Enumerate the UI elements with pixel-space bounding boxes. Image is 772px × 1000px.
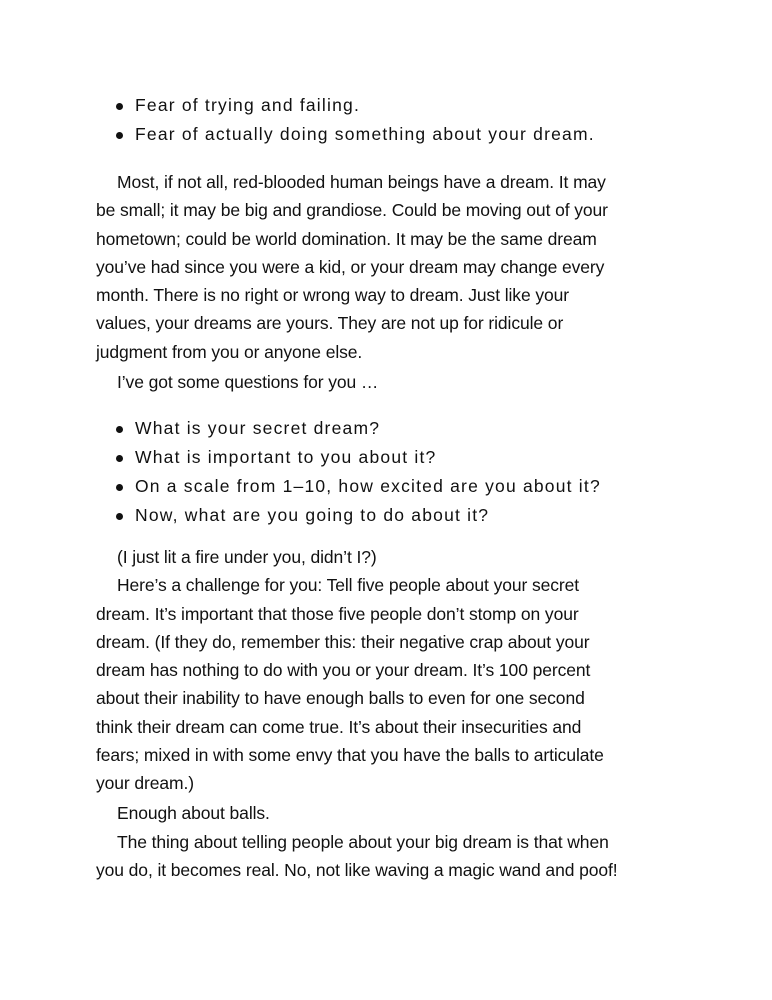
bullet-icon bbox=[116, 455, 123, 462]
list-item-text: What is important to you about it? bbox=[135, 447, 437, 467]
text-line: month. There is no right or wrong way to dream. Just like your bbox=[96, 285, 569, 306]
text-line: think their dream can come true. It’s about their insecurities and bbox=[96, 716, 582, 737]
list-item-text: Fear of actually doing something about your dream. bbox=[135, 124, 595, 144]
text-line: judgment from you or anyone else. bbox=[96, 341, 363, 362]
bullet-icon bbox=[116, 484, 123, 491]
telling-paragraph bbox=[96, 828, 676, 885]
text-line: your dream.) bbox=[96, 773, 194, 794]
text-line: dream. (If they do, remember this: their negative crap about your bbox=[96, 631, 590, 652]
text-line: Most, if not all, red-blooded human beings have a dream. It may bbox=[117, 172, 606, 192]
dreams-paragraph bbox=[96, 168, 676, 366]
text-line: dream has nothing to do with you or your dream. It’s 100 percent bbox=[96, 660, 591, 681]
challenge-paragraph bbox=[96, 543, 676, 798]
text-line: The thing about telling people about your big dream is that when bbox=[117, 832, 609, 852]
list-item-text: What is your secret dream? bbox=[135, 418, 381, 438]
questions-bullet-list bbox=[114, 414, 734, 530]
list-item-text: Fear of trying and failing. bbox=[135, 95, 361, 115]
text-line: fears; mixed in with some envy that you have the balls to articulate bbox=[96, 745, 604, 766]
text-line: hometown; could be world domination. It may be the same dream bbox=[96, 228, 597, 249]
fears-bullet-list bbox=[114, 91, 734, 149]
list-item bbox=[114, 443, 734, 472]
bullet-icon bbox=[116, 513, 123, 520]
list-item-text: On a scale from 1–10, how excited are you about it? bbox=[135, 476, 601, 496]
bullet-icon bbox=[116, 103, 123, 110]
text-line: you’ve had since you were a kid, or your dream may change every bbox=[96, 256, 605, 277]
text-line: be small; it may be big and grandiose. Could be moving out of your bbox=[96, 200, 608, 221]
list-item bbox=[114, 472, 734, 501]
text-line: dream. It’s important that those five people don’t stomp on your bbox=[96, 603, 579, 624]
bullet-icon bbox=[116, 426, 123, 433]
text-line: about their inability to have enough balls to even for one second bbox=[96, 688, 585, 709]
questions-intro-paragraph bbox=[96, 368, 676, 396]
text-line: you do, it becomes real. No, not like waving a magic wand and poof! bbox=[96, 860, 618, 881]
text-line: Here’s a challenge for you: Tell five people about your secret bbox=[117, 575, 580, 596]
list-item bbox=[114, 501, 734, 530]
list-item bbox=[114, 414, 734, 443]
text-line: I’ve got some questions for you … bbox=[117, 372, 379, 392]
text-line: (I just lit a fire under you, didn’t I?) bbox=[117, 547, 377, 567]
text-line: Enough about balls. bbox=[117, 803, 270, 823]
balls-paragraph bbox=[96, 799, 676, 827]
text-line: values, your dreams are yours. They are not up for ridicule or bbox=[96, 313, 564, 334]
list-item bbox=[114, 120, 734, 149]
bullet-icon bbox=[116, 132, 123, 139]
list-item bbox=[114, 91, 734, 120]
list-item-text: Now, what are you going to do about it? bbox=[135, 505, 490, 525]
